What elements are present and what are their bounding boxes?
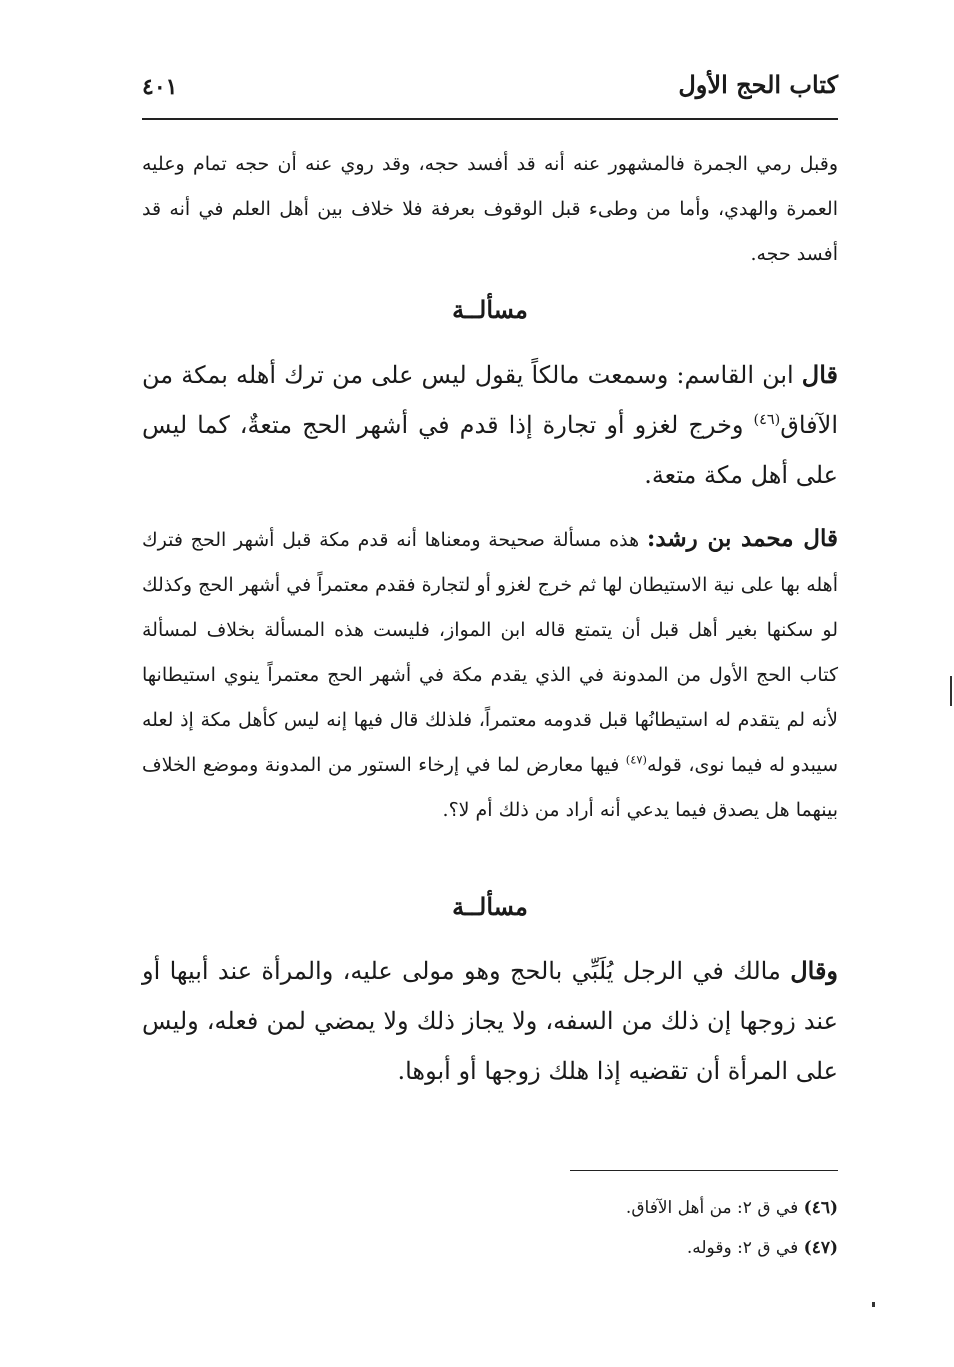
issue-1-text-a: ابن القاسم: وسمعت مالكاً يقول ليس على من ترك أهله بمكة من الآفاق	[142, 361, 838, 439]
page-header	[142, 70, 838, 116]
footnote-47-number: (٤٧)	[803, 1238, 838, 1258]
issue-2-text: مالك في الرجل يُلَبِّي بالحج وهو مولى عليه، والمرأة عند أبيها أو عند زوجها إن ذلك من السفه، ولا يجاز ذلك ولا يمضي لمن فعله، وليس على المرأة أن تقضيه إذا هلك زوجها أو أبوها.	[142, 957, 838, 1085]
header-divider	[142, 118, 838, 120]
commentary-1-text-b: فيها معارض لما في إرخاء الستور من المدونة وموضع الخلاف بينهما هل يصدق فيما يدعي أنه أراد من ذلك أم لا؟.	[142, 754, 838, 821]
footnote-divider	[570, 1170, 838, 1171]
footnote-ref-46: (٤٦)	[753, 412, 781, 428]
issue-1-paragraph	[142, 350, 838, 500]
running-title: كتاب الحج الأول	[678, 70, 838, 99]
issue-1-lead: قال	[801, 360, 838, 389]
issue-2-lead: وقال	[790, 956, 838, 985]
page-number: ٤٠١	[142, 74, 178, 100]
issue-heading-1: مسألــة	[452, 295, 528, 324]
commentary-1-text-a: هذه مسألة صحيحة ومعناها أنه قدم مكة قبل أشهر الحج فترك أهله بها على نية الاستيطان لها ثم خرج لغزو أو لتجارة فقدم معتمراً في أشهر الحج وكذلك لو سكنها بغير أهل قبل أن يتمتع قاله ابن المواز، فليست هذه المسألة بخلاف لمسألة كتاب الحج الأول من المدونة في الذي يقدم مكة في أشهر الحج معتمراً ينوي استيطانها لأنه لم يتقدم له استيطانُها قبل قدومه معتمراً، فلذلك قال فيها إنه ليس كأهل مكة إذ لعله سيبدو له فيما نوى، قوله	[142, 529, 838, 776]
issue-heading-2: مسألــة	[452, 892, 528, 921]
scan-margin-mark	[950, 676, 952, 706]
footnote-46-number: (٤٦)	[803, 1198, 838, 1218]
footnote-ref-47: (٤٧)	[625, 752, 647, 767]
scan-dot-mark	[872, 1302, 875, 1307]
footnotes	[142, 1188, 838, 1268]
opening-paragraph: وقبل رمي الجمرة فالمشهور عنه أنه قد أفسد حجه، وقد روي عنه أن حجه تمام وعليه العمرة والهدي، وأما من وطىء قبل الوقوف بعرفة فلا خلاف بين أهل العلم في أنه قد أفسد حجه.	[142, 153, 838, 265]
footnote-46-text: في ق ٢: من أهل الآفاق.	[625, 1198, 804, 1218]
commentary-1-paragraph	[142, 516, 838, 833]
issue-2-paragraph	[142, 946, 838, 1096]
footnote-46	[142, 1188, 838, 1228]
issue-1-text-b: وخرج لغزو أو تجارة إذا قدم في أشهر الحج متعةٌ، كما ليس على أهل مكة متعة.	[142, 411, 838, 489]
commentary-1-lead: قال محمد بن رشد:	[646, 525, 838, 552]
footnote-47-text: في ق ٢: وقوله.	[686, 1238, 804, 1258]
footnote-47	[142, 1228, 838, 1268]
